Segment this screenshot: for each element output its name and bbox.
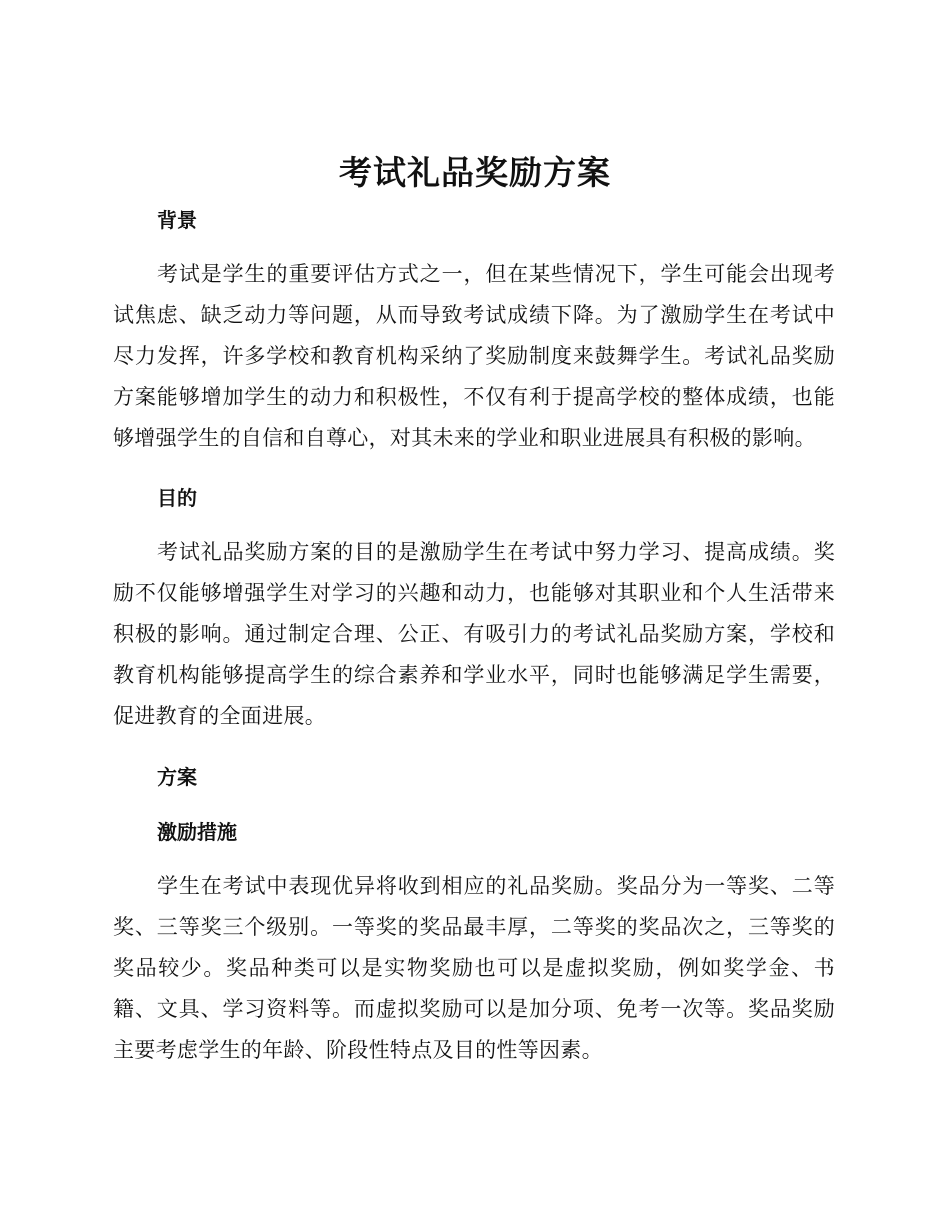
document-title: 考试礼品奖励方案 xyxy=(339,153,611,192)
section-heading-purpose: 目的 xyxy=(157,486,197,510)
section-heading-incentive: 激励措施 xyxy=(157,820,237,844)
section-paragraph-background: 考试是学生的重要评估方式之一，但在某些情况下，学生可能会出现考试焦虑、缺乏动力等问题，从而导致考试成绩下降。为了激励学生在考试中尽力发挥，许多学校和教育机构采纳了奖励制度来鼓舞学生。考试礼品奖励方案能够增加学生的动力和积极性，不仅有利于提高学校的整体成绩，也能够增强学生的自信和自尊心，对其未来的学业和职业进展具有积极的影响。 xyxy=(113,262,835,450)
section-paragraph-incentive: 学生在考试中表现优异将收到相应的礼品奖励。奖品分为一等奖、二等奖、三等奖三个级别。一等奖的奖品最丰厚，二等奖的奖品次之，三等奖的奖品较少。奖品种类可以是实物奖励也可以是虚拟奖励，例如奖学金、书籍、文具、学习资料等。而虚拟奖励可以是加分项、免考一次等。奖品奖励主要考虑学生的年龄、阶段性特点及目的性等因素。 xyxy=(113,874,835,1062)
section-heading-plan: 方案 xyxy=(157,765,197,789)
section-heading-background: 背景 xyxy=(157,208,197,232)
section-paragraph-purpose: 考试礼品奖励方案的目的是激励学生在考试中努力学习、提高成绩。奖励不仅能够增强学生对学习的兴趣和动力，也能够对其职业和个人生活带来积极的影响。通过制定合理、公正、有吸引力的考试礼品奖励方案，学校和教育机构能够提高学生的综合素养和学业水平，同时也能够满足学生需要，促进教育的全面进展。 xyxy=(113,540,835,728)
